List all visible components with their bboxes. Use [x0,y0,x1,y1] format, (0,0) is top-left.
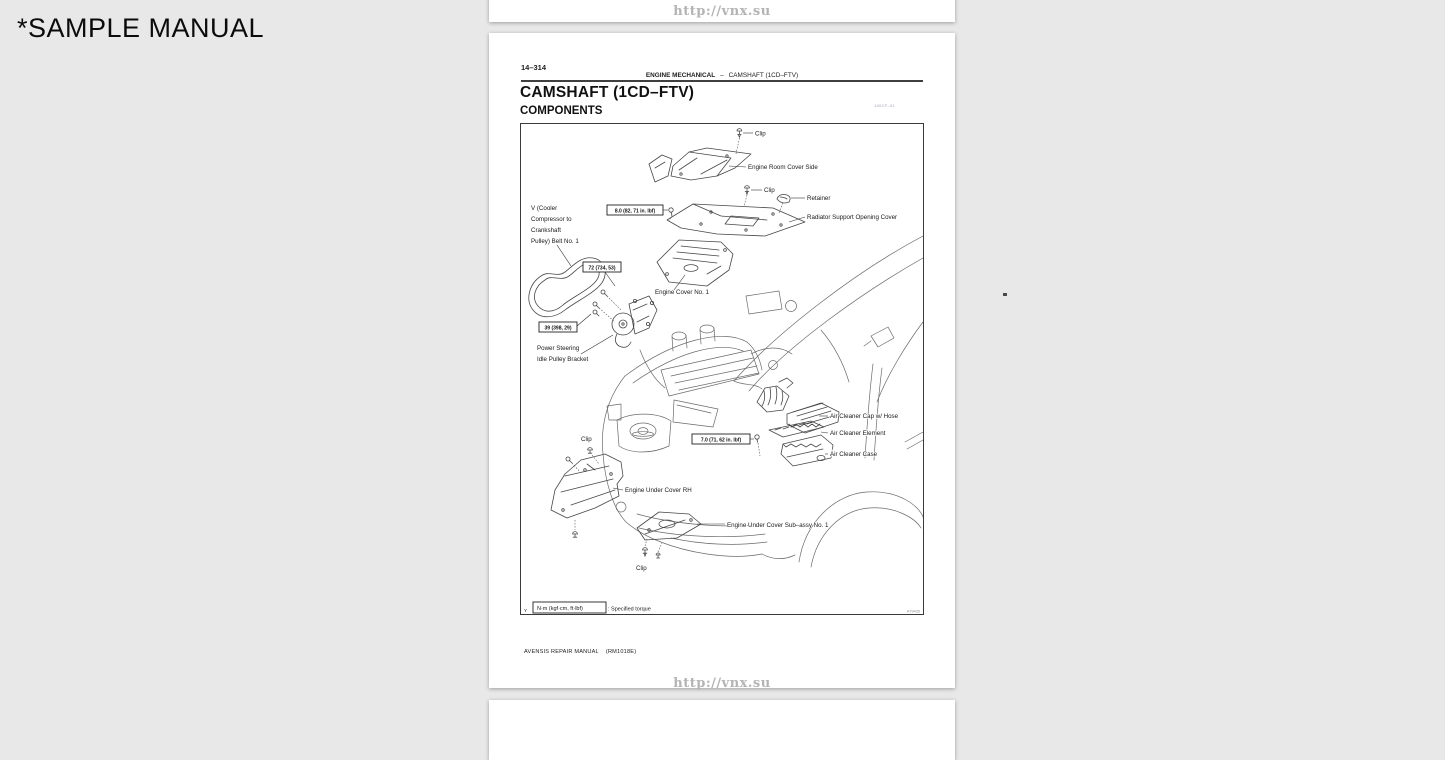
power-steering-bracket-drawing [612,296,657,347]
v-belt-leader [557,245,571,266]
label-clip-under-cover: Clip [581,436,592,443]
torque-callout-7_0 [692,434,760,456]
bolt-icon-radiator [669,208,673,215]
manual-name: AVENSIS REPAIR MANUAL [524,649,599,655]
clip-bottom-icons [643,548,661,558]
label-v-belt-line3: Crankshaft [531,227,561,234]
clip-radiator-dashed-line [744,195,747,206]
page-subtitle: COMPONENTS [520,105,603,117]
air-cleaner-cap-drawing [757,378,839,433]
air-cleaner-element-leader [821,432,828,433]
label-power-steering-line2: Idle Pulley Bracket [537,356,589,363]
label-air-cleaner-cap: Air Cleaner Cap w/ Hose [830,413,899,420]
running-header-dash: – [720,72,724,79]
label-v-belt-line4: Pulley) Belt No. 1 [531,238,579,245]
label-v-belt-line1: V (Cooler [531,205,558,212]
label-clip-top: Clip [755,130,766,138]
page-footer [524,649,636,655]
label-engine-cover-no1: Engine Cover No. 1 [655,289,709,296]
svg-text:39 (398, 29): 39 (398, 29) [544,325,572,332]
sample-manual-label: *SAMPLE MANUAL [17,13,265,43]
bolt-icons-idle-pulley [593,290,607,316]
components-figure [520,123,924,615]
label-engine-under-cover-rh: Engine Under Cover RH [625,487,692,494]
running-header-section: ENGINE MECHANICAL [645,72,716,79]
car-body-line-art [602,236,923,567]
clip-top-dashed-line [736,138,740,154]
running-header [521,72,923,79]
next-page-partial [489,700,955,760]
legend-torque-caption: : Specified torque [608,606,651,613]
figure-code: A79426 [906,609,920,614]
figure-legend [524,602,920,614]
manual-code: (RM1018E) [605,649,637,655]
bolt-icon-under-cover [566,457,572,463]
power-steering-leader [581,335,613,354]
manual-page [489,33,955,691]
svg-text:72 (734, 53): 72 (734, 53) [588,265,616,272]
engine-under-cover-rh-drawing [551,454,623,518]
running-header-subsection: CAMSHAFT (1CD–FTV) [728,72,799,79]
page-title: CAMSHAFT (1CD–FTV) [520,84,695,101]
bolt-icon-air-cleaner [755,435,759,442]
label-clip-bottom: Clip [636,565,647,572]
radiator-support-opening-cover-drawing [667,204,805,236]
watermark-url-top: http://vnx.su [673,4,771,19]
torque-callout-8_0 [607,205,673,221]
label-air-cleaner-case: Air Cleaner Case [830,451,878,458]
label-retainer: Retainer [807,195,831,202]
clip-radiator-icon [745,186,750,195]
section-code: 140CF–01 [874,103,896,108]
air-cleaner-case-drawing [781,435,833,466]
label-power-steering-line1: Power Steering [537,345,580,352]
idle-pulley-dashed-lines [599,296,621,322]
legend-torque-unit: N·m (kgf·cm, ft·lbf) [537,606,583,613]
label-air-cleaner-element: Air Cleaner Element [830,430,886,437]
stray-mark [1003,293,1007,296]
label-engine-room-cover-side: Engine Room Cover Side [748,164,818,171]
label-v-belt-line2: Compressor to [531,216,572,223]
watermark-url-bottom: http://vnx.su [673,676,771,691]
previous-page-partial [489,0,955,22]
clip-under-cover-icon [588,448,593,454]
retainer-drawing [777,195,790,204]
svg-text:8.0 (82, 71 in. lbf): 8.0 (82, 71 in. lbf) [614,208,656,215]
clip-top-icon [737,129,742,138]
header-rule [521,80,923,82]
exploded-diagram [521,124,923,614]
label-radiator-support: Radiator Support Opening Cover [807,214,898,221]
label-clip-radiator: Clip [764,187,775,194]
label-engine-under-cover-subassy: Engine Under Cover Sub–assy No. 1 [727,522,829,529]
engine-room-cover-side-drawing [649,148,751,182]
svg-text:7.0 (71, 62 in. lbf): 7.0 (71, 62 in. lbf) [700,437,742,444]
engine-cover-no1-drawing [657,240,733,286]
legend-y-marker: Y [524,608,528,613]
page-number: 14–314 [521,63,547,72]
clip-icon-under-rh [573,532,578,538]
